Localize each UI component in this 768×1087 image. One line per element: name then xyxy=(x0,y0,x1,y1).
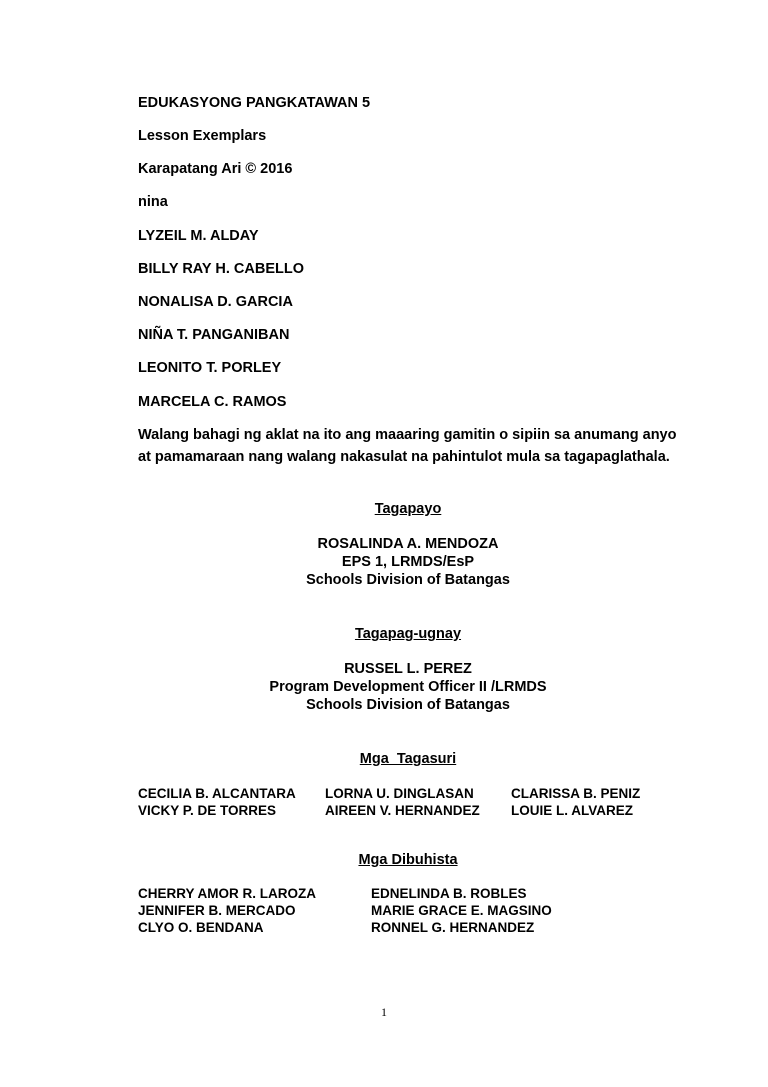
author-name: NONALISA D. GARCIA xyxy=(138,294,293,310)
section-heading-tagapayo: Tagapayo xyxy=(374,501,442,517)
author-name: LEONITO T. PORLEY xyxy=(138,360,282,376)
author-name: MARCELA C. RAMOS xyxy=(138,394,287,410)
illustrators-row xyxy=(138,902,598,919)
reviewers-list xyxy=(138,785,658,819)
illustrators-row xyxy=(138,885,598,902)
illustrator-name: CHERRY AMOR R. LAROZA xyxy=(138,886,316,901)
reviewer-name: LOUIE L. ALVAREZ xyxy=(511,803,633,818)
illustrator-name: EDNELINDA B. ROBLES xyxy=(371,886,527,901)
author-name: NIÑA T. PANGANIBAN xyxy=(138,327,290,343)
section-heading-tagasuri: Mga Tagasuri xyxy=(359,751,457,767)
reviewer-name: CECILIA B. ALCANTARA xyxy=(138,786,296,801)
reviewer-name: VICKY P. DE TORRES xyxy=(138,803,277,818)
illustrators-row xyxy=(138,919,598,936)
page-number: 1 xyxy=(381,1005,387,1019)
copyright-line: Karapatang Ari © 2016 xyxy=(138,161,293,177)
coordinator-name: RUSSEL L. PEREZ xyxy=(344,661,472,677)
illustrators-list xyxy=(138,885,598,936)
section-heading-dibuhista: Mga Dibuhista xyxy=(358,852,458,868)
coordinator-office: Schools Division of Batangas xyxy=(306,697,510,713)
document-title: EDUKASYONG PANGKATAWAN 5 xyxy=(138,95,371,111)
section-heading-tagapag-ugnay: Tagapag-ugnay xyxy=(354,626,462,642)
coordinator-position: Program Development Officer II /LRMDS xyxy=(269,679,547,695)
reviewer-name: AIREEN V. HERNANDEZ xyxy=(325,803,480,818)
reviewer-name: LORNA U. DINGLASAN xyxy=(325,786,474,801)
reviewer-name: CLARISSA B. PENIZ xyxy=(511,786,641,801)
authors-intro: nina xyxy=(138,194,168,210)
document-subtitle: Lesson Exemplars xyxy=(138,128,267,144)
reviewers-row xyxy=(138,785,658,802)
illustrator-name: MARIE GRACE E. MAGSINO xyxy=(371,903,552,918)
reviewers-row xyxy=(138,802,658,819)
author-name: BILLY RAY H. CABELLO xyxy=(138,261,304,277)
author-name: LYZEIL M. ALDAY xyxy=(138,228,259,244)
copyright-notice: Walang bahagi ng aklat na ito ang maaaring gamitin o sipiin sa anumang anyo at pamamaraan nang walang nakasulat na pahintulot mula sa tagapaglathala. xyxy=(138,427,677,465)
adviser-office: Schools Division of Batangas xyxy=(306,572,510,588)
illustrator-name: CLYO O. BENDANA xyxy=(138,920,264,935)
illustrator-name: RONNEL G. HERNANDEZ xyxy=(371,920,535,935)
adviser-name: ROSALINDA A. MENDOZA xyxy=(317,536,499,552)
illustrator-name: JENNIFER B. MERCADO xyxy=(138,903,296,918)
adviser-position: EPS 1, LRMDS/EsP xyxy=(341,554,475,570)
